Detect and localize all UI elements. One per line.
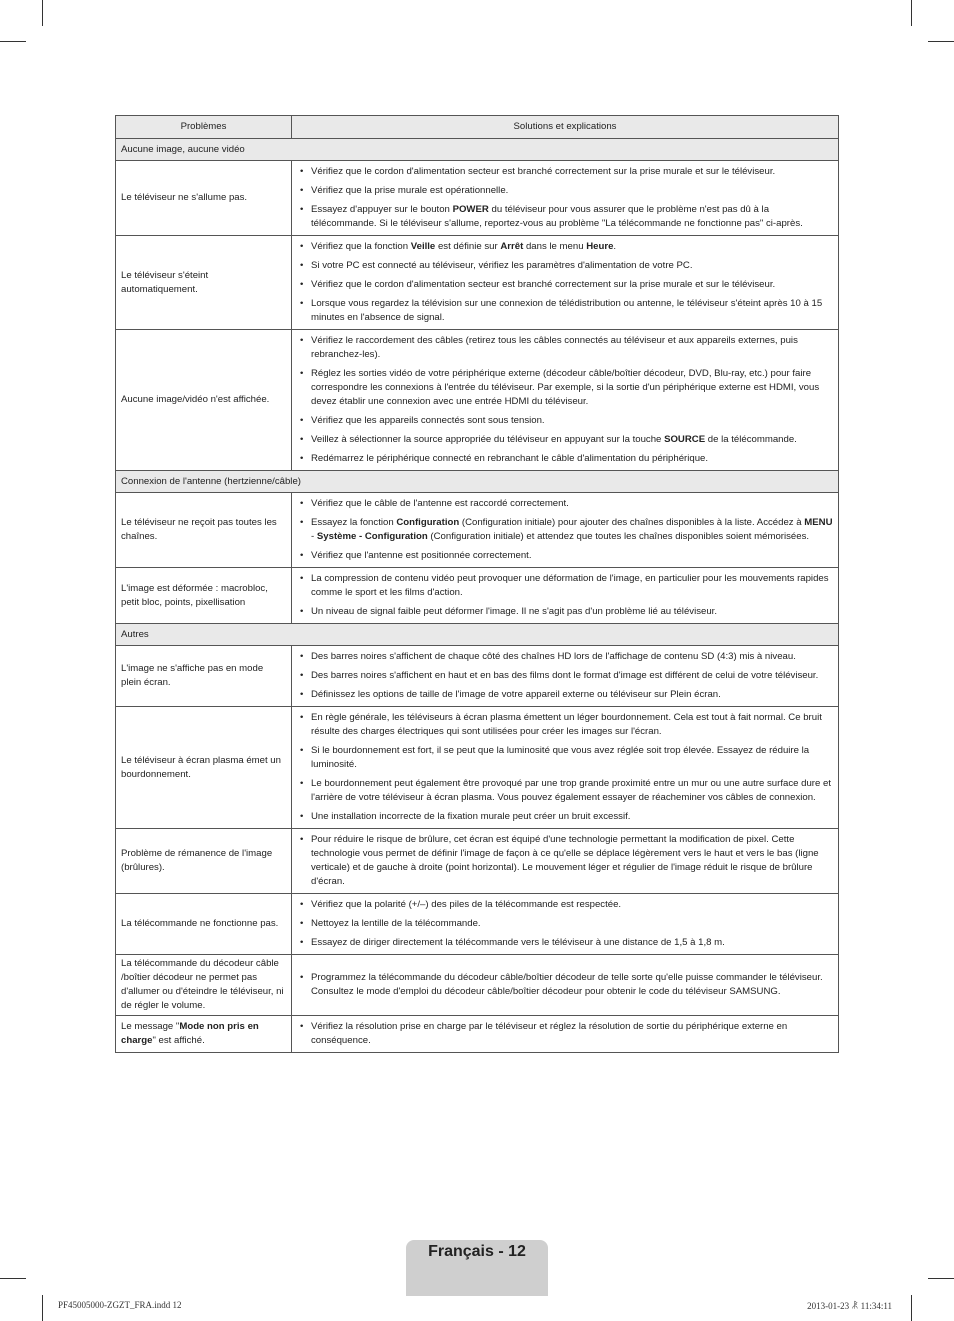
list-item: • Vérifiez que le câble de l'antenne est raccordé correctement. bbox=[297, 497, 833, 511]
list-item: • Si votre PC est connecté au téléviseur, vérifiez les paramètres d'alimentation de votre PC. bbox=[297, 259, 833, 273]
solutions-list bbox=[297, 711, 833, 824]
section-title: Aucune image, aucune vidéo bbox=[116, 139, 839, 161]
solutions-list bbox=[297, 572, 833, 619]
table-body bbox=[116, 139, 839, 1053]
list-item: • En règle générale, les téléviseurs à écran plasma émettent un léger bourdonnement. Cela est tout à fait normal. Ce bruit résulte des charges électriques qui sont utilisées pour créer les images sur l'écran. bbox=[297, 711, 833, 739]
crop-mark bbox=[911, 0, 912, 26]
list-item: • Pour réduire le risque de brûlure, cet écran est équipé d'une technologie permettant la modification de pixel. Cette technologie vous permet de définir l'image de façon à ce qu'elle se déplace légèrement vers le haut et vers le bas (ligne verticale) et de gauche à droite (point horizontal). Le mouvement léger et régulier de l'image réduit le risque de brûlure d'écran. bbox=[297, 833, 833, 889]
list-item: • Des barres noires s'affichent en haut et en bas des films dont le format d'image est différent de celui de votre téléviseur. bbox=[297, 669, 833, 683]
table-row bbox=[116, 568, 839, 624]
problem-cell: Le téléviseur ne reçoit pas toutes les chaînes. bbox=[116, 493, 292, 568]
table-row bbox=[116, 829, 839, 894]
crop-mark bbox=[928, 41, 954, 42]
solutions-list bbox=[297, 334, 833, 466]
solutions-cell bbox=[292, 646, 839, 707]
solutions-cell bbox=[292, 1016, 839, 1053]
problem-cell: La télécommande ne fonctionne pas. bbox=[116, 894, 292, 955]
table-row bbox=[116, 161, 839, 236]
list-item: • Vérifiez que les appareils connectés sont sous tension. bbox=[297, 414, 833, 428]
solutions-cell bbox=[292, 493, 839, 568]
table-row bbox=[116, 955, 839, 1016]
solutions-cell bbox=[292, 330, 839, 471]
file-info: PF45005000-ZGZT_FRA.indd 12 bbox=[58, 1300, 182, 1310]
list-item: • Un niveau de signal faible peut déformer l'image. Il ne s'agit pas d'un problème lié au téléviseur. bbox=[297, 605, 833, 619]
list-item: • Essayez de diriger directement la télécommande vers le téléviseur à une distance de 1,5 à 1,8 m. bbox=[297, 936, 833, 950]
list-item: • Vérifiez le raccordement des câbles (retirez tous les câbles connectés au téléviseur et aux appareils externes, puis rebranchez-les). bbox=[297, 334, 833, 362]
list-item: • Vérifiez que le cordon d'alimentation secteur est branché correctement sur la prise murale et sur le téléviseur. bbox=[297, 278, 833, 292]
list-item: • Vérifiez que le cordon d'alimentation secteur est branché correctement sur la prise murale et sur le téléviseur. bbox=[297, 165, 833, 179]
solutions-list bbox=[297, 240, 833, 325]
section-row bbox=[116, 624, 839, 646]
page-number-label: Français - 12 bbox=[428, 1243, 526, 1260]
crop-mark bbox=[0, 1278, 26, 1279]
list-item: • La compression de contenu vidéo peut provoquer une déformation de l'image, en particulier pour les mouvements rapides comme le sport et les films d'action. bbox=[297, 572, 833, 600]
list-item: • Vérifiez que la polarité (+/–) des piles de la télécommande est respectée. bbox=[297, 898, 833, 912]
section-row bbox=[116, 139, 839, 161]
problem-cell: L'image ne s'affiche pas en mode plein écran. bbox=[116, 646, 292, 707]
crop-mark bbox=[42, 1295, 43, 1321]
solutions-cell bbox=[292, 707, 839, 829]
crop-mark bbox=[0, 41, 26, 42]
table-row bbox=[116, 236, 839, 330]
solutions-cell bbox=[292, 161, 839, 236]
list-item: • Le bourdonnement peut également être provoqué par une trop grande proximité entre un mur ou une autre surface dure et l'arrière de votre téléviseur à écran plasma. Vous pouvez également essayer de réacheminer vos câbles de connexion. bbox=[297, 777, 833, 805]
date-info: 2013-01-23 ꂿ 11:34:11 bbox=[807, 1301, 892, 1311]
list-item: • Vérifiez la résolution prise en charge par le téléviseur et réglez la résolution de sortie du périphérique externe en conséquence. bbox=[297, 1020, 833, 1048]
problem-cell: Le téléviseur s'éteint automatiquement. bbox=[116, 236, 292, 330]
solutions-cell bbox=[292, 236, 839, 330]
problem-cell: Le téléviseur ne s'allume pas. bbox=[116, 161, 292, 236]
list-item: • Veillez à sélectionner la source appropriée du téléviseur en appuyant sur la touche SOURCE de la télécommande. bbox=[297, 433, 833, 447]
table-row bbox=[116, 493, 839, 568]
solutions-list bbox=[297, 165, 833, 231]
solutions-cell bbox=[292, 894, 839, 955]
list-item: • Vérifiez que l'antenne est positionnée correctement. bbox=[297, 549, 833, 563]
problem-cell: Aucune image/vidéo n'est affichée. bbox=[116, 330, 292, 471]
problem-cell: Le message "Mode non pris en charge" est affiché. bbox=[116, 1016, 292, 1053]
list-item: • Vérifiez que la prise murale est opérationnelle. bbox=[297, 184, 833, 198]
list-item: • Nettoyez la lentille de la télécommande. bbox=[297, 917, 833, 931]
solutions-list bbox=[297, 971, 833, 999]
solutions-header: Solutions et explications bbox=[292, 116, 839, 139]
table-row bbox=[116, 1016, 839, 1053]
section-title: Connexion de l'antenne (hertzienne/câble) bbox=[116, 471, 839, 493]
section-row bbox=[116, 471, 839, 493]
solutions-cell bbox=[292, 568, 839, 624]
table-row bbox=[116, 330, 839, 471]
list-item: • Une installation incorrecte de la fixation murale peut créer un bruit excessif. bbox=[297, 810, 833, 824]
list-item: • Redémarrez le périphérique connecté en rebranchant le câble d'alimentation du périphérique. bbox=[297, 452, 833, 466]
solutions-cell bbox=[292, 955, 839, 1016]
list-item: • Essayez d'appuyer sur le bouton POWER du téléviseur pour vous assurer que le problème n'est pas dû à la télécommande. Si le téléviseur s'allume, reportez-vous au problème "La télécommande ne fonctionne pas" ci-après. bbox=[297, 203, 833, 231]
solutions-list bbox=[297, 1020, 833, 1048]
list-item: • Des barres noires s'affichent de chaque côté des chaînes HD lors de l'affichage de contenu SD (4:3) mis à niveau. bbox=[297, 650, 833, 664]
troubleshooting-table bbox=[115, 115, 839, 1053]
list-item: • Si le bourdonnement est fort, il se peut que la luminosité que vous avez réglée soit trop élevée. Essayez de réduire la luminosité. bbox=[297, 744, 833, 772]
table-row bbox=[116, 646, 839, 707]
crop-mark bbox=[911, 1295, 912, 1321]
list-item: • Définissez les options de taille de l'image de votre appareil externe ou téléviseur sur Plein écran. bbox=[297, 688, 833, 702]
solutions-list bbox=[297, 650, 833, 702]
solutions-list bbox=[297, 833, 833, 889]
list-item: • Réglez les sorties vidéo de votre périphérique externe (décodeur câble/boîtier décodeur, DVD, Blu-ray, etc.) pour faire correspondre les connexions à l'entrée du téléviseur. Par exemple, si la sortie d'un périphérique externe est HDMI, vous devez établir une connexion avec une entrée HDMI du téléviseur. bbox=[297, 367, 833, 409]
list-item: • Essayez la fonction Configuration (Configuration initiale) pour ajouter des chaînes disponibles à la liste. Accédez à MENU - Système - Configuration (Configuration initiale) et attendez que toutes les chaînes disponibles soient mémorisées. bbox=[297, 516, 833, 544]
problems-header: Problèmes bbox=[116, 116, 292, 139]
table-header-row bbox=[116, 116, 839, 139]
list-item: • Vérifiez que la fonction Veille est définie sur Arrêt dans le menu Heure. bbox=[297, 240, 833, 254]
problem-cell: Problème de rémanence de l'image (brûlures). bbox=[116, 829, 292, 894]
list-item: • Programmez la télécommande du décodeur câble/boîtier décodeur de telle sorte qu'elle puisse commander le téléviseur. Consultez le mode d'emploi du décodeur câble/boîtier décodeur pour obtenir le code du téléviseur SAMSUNG. bbox=[297, 971, 833, 999]
solutions-cell bbox=[292, 829, 839, 894]
problem-cell: La télécommande du décodeur câble /boîtier décodeur ne permet pas d'allumer ou d'éteindre le téléviseur, ni de régler le volume. bbox=[116, 955, 292, 1016]
table-row bbox=[116, 894, 839, 955]
list-item: • Lorsque vous regardez la télévision sur une connexion de télédistribution ou antenne, le téléviseur s'éteint après 10 à 15 minutes en l'absence de signal. bbox=[297, 297, 833, 325]
problem-cell: L'image est déformée : macrobloc, petit bloc, points, pixellisation bbox=[116, 568, 292, 624]
solutions-list bbox=[297, 898, 833, 950]
crop-mark bbox=[42, 0, 43, 26]
crop-mark bbox=[928, 1278, 954, 1279]
problem-cell: Le téléviseur à écran plasma émet un bourdonnement. bbox=[116, 707, 292, 829]
section-title: Autres bbox=[116, 624, 839, 646]
table-row bbox=[116, 707, 839, 829]
solutions-list bbox=[297, 497, 833, 563]
